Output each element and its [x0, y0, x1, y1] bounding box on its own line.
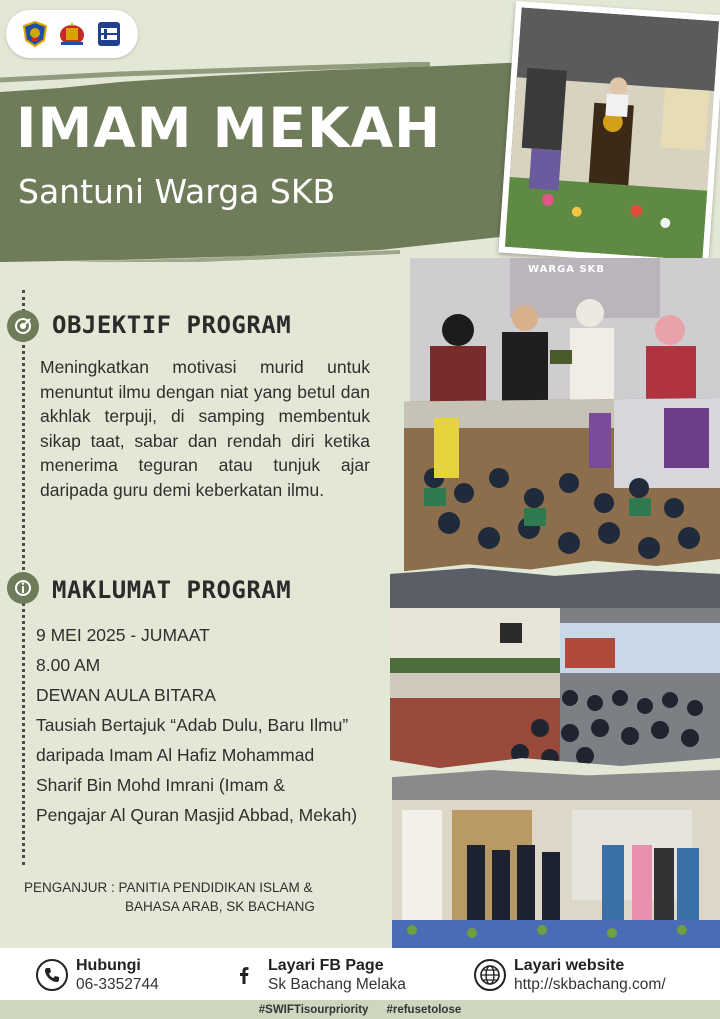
page-subtitle: Santuni Warga SKB [18, 172, 336, 211]
facebook-icon [228, 959, 260, 991]
target-icon [7, 310, 39, 342]
objective-text: Meningkatkan motivasi murid untuk menuntut ilmu dengan niat yang betul dan akhlak terpuji, di samping membentuk sikap taat, sabar dan rendah diri ketika menerima teguran atau tunjuk ajar daripada guru demi keberkatan ilmu. [40, 357, 370, 500]
contact-facebook[interactable] [228, 956, 406, 994]
ministry-crest-icon [57, 19, 87, 49]
program-details [36, 620, 357, 830]
contact-footer [0, 948, 720, 1000]
globe-icon [474, 959, 506, 991]
program-time: 8.00 AM [36, 655, 101, 675]
phone-number: 06-3352744 [76, 976, 159, 993]
organizer-line: BAHASA ARAB, SK BACHANG [125, 899, 315, 914]
facebook-label: Layari FB Page [268, 957, 384, 974]
program-desc-line: Pengajar Al Quran Masjid Abbad, Mekah) [36, 805, 358, 825]
organizer [24, 880, 315, 914]
contact-website[interactable] [474, 956, 666, 994]
photo-pupils-stage [392, 770, 720, 948]
program-desc-line: Tausiah Bertajuk “Adab Dulu, Baru Ilmu” [36, 715, 349, 735]
title-brush-stroke [0, 62, 540, 262]
logo-group [6, 10, 138, 58]
info-heading: MAKLUMAT PROGRAM [52, 576, 292, 604]
website-label: Layari website [514, 957, 625, 974]
photo-hall-wide [390, 568, 720, 768]
hashtag: #refusetolose [386, 1003, 462, 1016]
photo-souvenir-presentation [410, 258, 720, 408]
photo-banner-text: WARGA SKB [528, 264, 606, 275]
website-url: http://skbachang.com/ [514, 976, 666, 993]
contact-phone[interactable] [36, 956, 159, 994]
photo-imam-podium [498, 1, 720, 267]
school-logo-icon [94, 19, 124, 49]
program-date: 9 MEI 2025 - JUMAAT [36, 625, 210, 645]
facebook-page: Sk Bachang Melaka [268, 976, 406, 993]
phone-icon [36, 959, 68, 991]
state-crest-icon [20, 19, 50, 49]
page-title: IMAM MEKAH [16, 96, 442, 160]
program-venue: DEWAN AULA BITARA [36, 685, 216, 705]
organizer-line: PENGANJUR : PANITIA PENDIDIKAN ISLAM & [24, 880, 313, 895]
photo-pupils-seated [404, 398, 720, 573]
info-icon [7, 572, 39, 604]
objective-heading: OBJEKTIF PROGRAM [52, 311, 292, 339]
phone-label: Hubungi [76, 957, 141, 974]
hashtag-bar [0, 1000, 720, 1019]
program-desc-line: daripada Imam Al Hafiz Mohammad [36, 745, 315, 765]
program-desc-line: Sharif Bin Mohd Imrani (Imam & [36, 775, 285, 795]
hashtag: #SWIFTisourpriority [258, 1003, 369, 1016]
